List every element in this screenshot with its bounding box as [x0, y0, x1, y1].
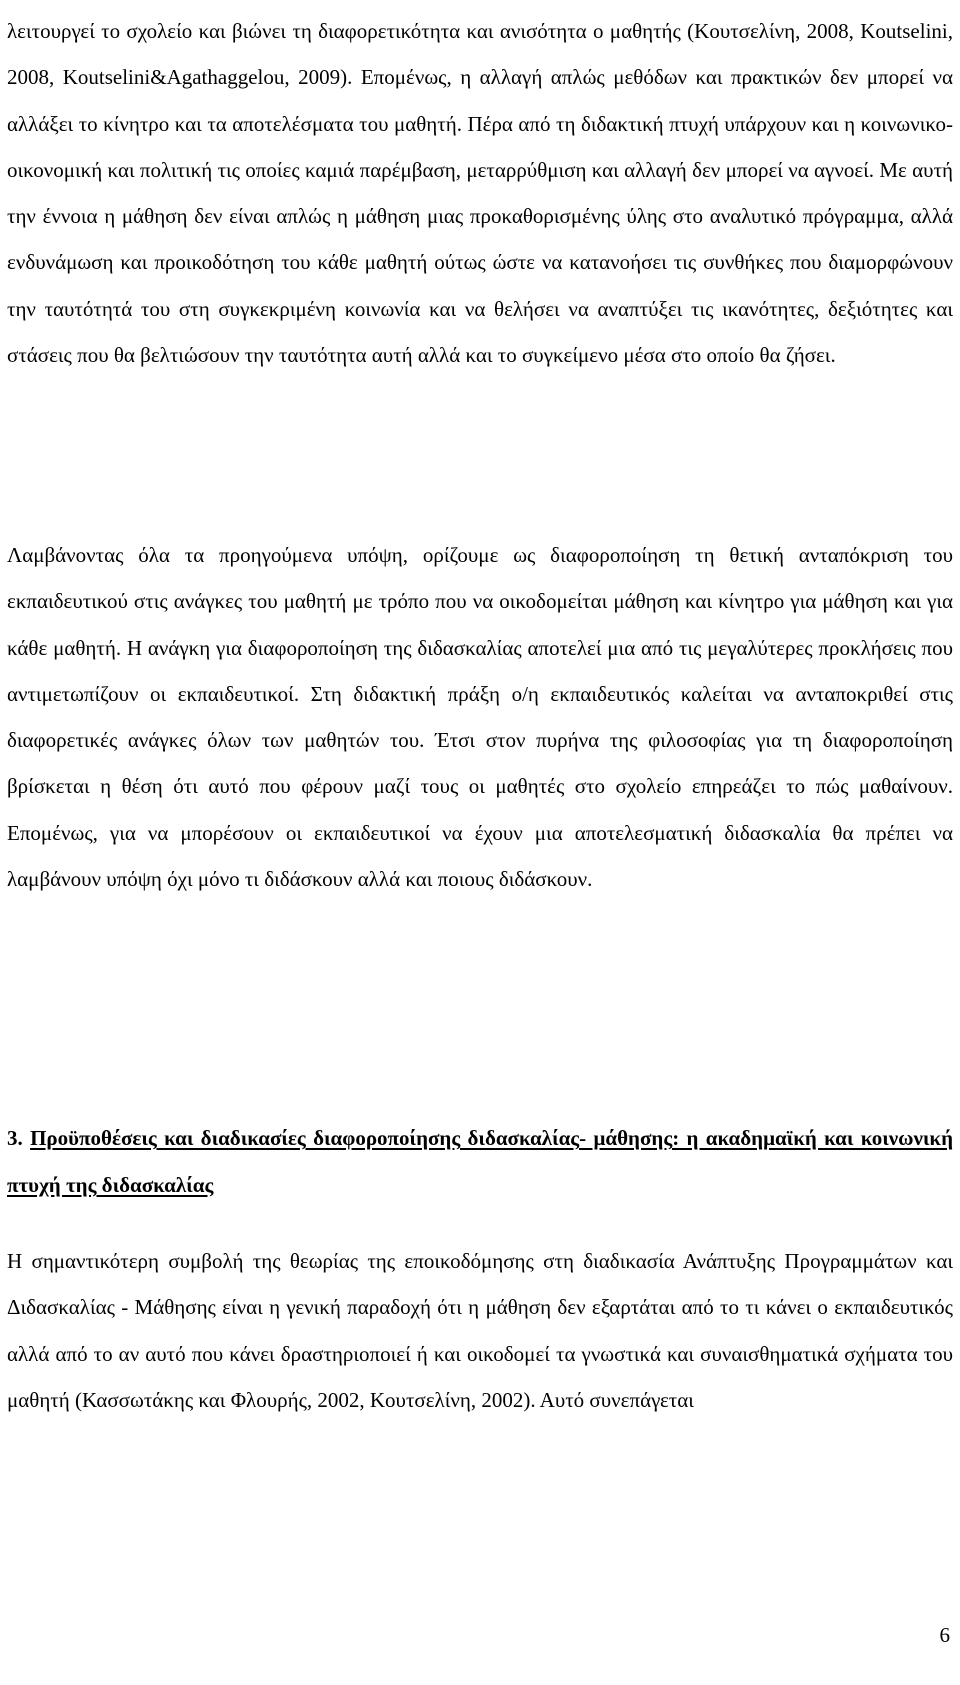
document-page: [7, 0, 953, 1685]
body-paragraph: Λαμβάνοντας όλα τα προηγούμενα υπόψη, ορίζουμε ως διαφοροποίηση τη θετική ανταπόκριση του εκπαιδευτικού στις ανάγκες του μαθητή με τρόπο που να οικοδομείται μάθηση και κίνητρο για μάθηση και για κάθε μαθητή. Η ανάγκη για διαφοροποίηση της διδασκαλίας αποτελεί μια από τις μεγαλύτερες προκλήσεις που αντιμετωπίζουν οι εκπαιδευτικοί. Στη διδακτική πράξη ο/η εκπαιδευτικός καλείται να ανταποκριθεί στις διαφορετικές ανάγκες όλων των μαθητών του. Έτσι στον πυρήνα της φιλοσοφίας για τη διαφοροποίηση βρίσκεται η θέση ότι αυτό που φέρουν μαζί τους οι μαθητές στο σχολείο επηρεάζει το πώς μαθαίνουν. Επομένως, για να μπορέσουν οι εκπαιδευτικοί να έχουν μια αποτελεσματική διδασκαλία θα πρέπει να λαμβάνουν υπόψη όχι μόνο τι διδάσκουν αλλά και ποιους διδάσκουν.: [7, 543, 953, 892]
body-paragraph: Η σημαντικότερη συμβολή της θεωρίας της εποικοδόμησης στη διαδικασία Ανάπτυξης Προγραμμάτων και Διδασκαλίας - Μάθησης είναι η γενική παραδοχή ότι η μάθηση δεν εξαρτάται από το τι κάνει ο εκπαιδευτικός αλλά από το αν αυτό που κάνει δραστηριοποιεί ή και οικοδομεί τα γνωστικά και συναισθηματικά σχήματα του μαθητή (Κασσωτάκης και Φλουρής, 2002, Κουτσελίνη, 2002). Αυτό συνεπάγεται: [7, 1249, 953, 1412]
body-paragraph: λειτουργεί το σχολείο και βιώνει τη διαφορετικότητα και ανισότητα ο μαθητής (Κουτσελίνη, 2008, Koutselini, 2008, Koutselini&Agathaggelou, 2009). Επομένως, η αλλαγή απλώς μεθόδων και πρακτικών δεν μπορεί να αλλάξει το κίνητρο και τα αποτελέσματα του μαθητή. Πέρα από τη διδακτική πτυχή υπάρχουν και η κοινωνικο-οικονομική και πολιτική τις οποίες καμιά παρέμβαση, μεταρρύθμιση και αλλαγή δεν μπορεί να αγνοεί. Με αυτή την έννοια η μάθηση δεν είναι απλώς η μάθηση μιας προκαθορισμένης ύλης στο αναλυτικό πρόγραμμα, αλλά ενδυνάμωση και προικοδότηση του κάθε μαθητή ούτως ώστε να κατανοήσει τις συνθήκες που διαμορφώνουν την ταυτότητά του στη συγκεκριμένη κοινωνία και να θελήσει να αναπτύξει τις ικανότητες, δεξιότητες και στάσεις που θα βελτιώσουν την ταυτότητα αυτή αλλά και το συγκείμενο μέσα στο οποίο θα ζήσει.: [7, 19, 953, 368]
section-title: Προϋποθέσεις και διαδικασίες διαφοροποίησης διδασκαλίας- μάθησης: η ακαδημαϊκή και κοινωνική πτυχή της διδασκαλίας: [7, 1126, 953, 1197]
section-heading: [7, 1115, 953, 1209]
section-number: 3.: [7, 1126, 23, 1150]
page-number: 6: [939, 1623, 950, 1647]
